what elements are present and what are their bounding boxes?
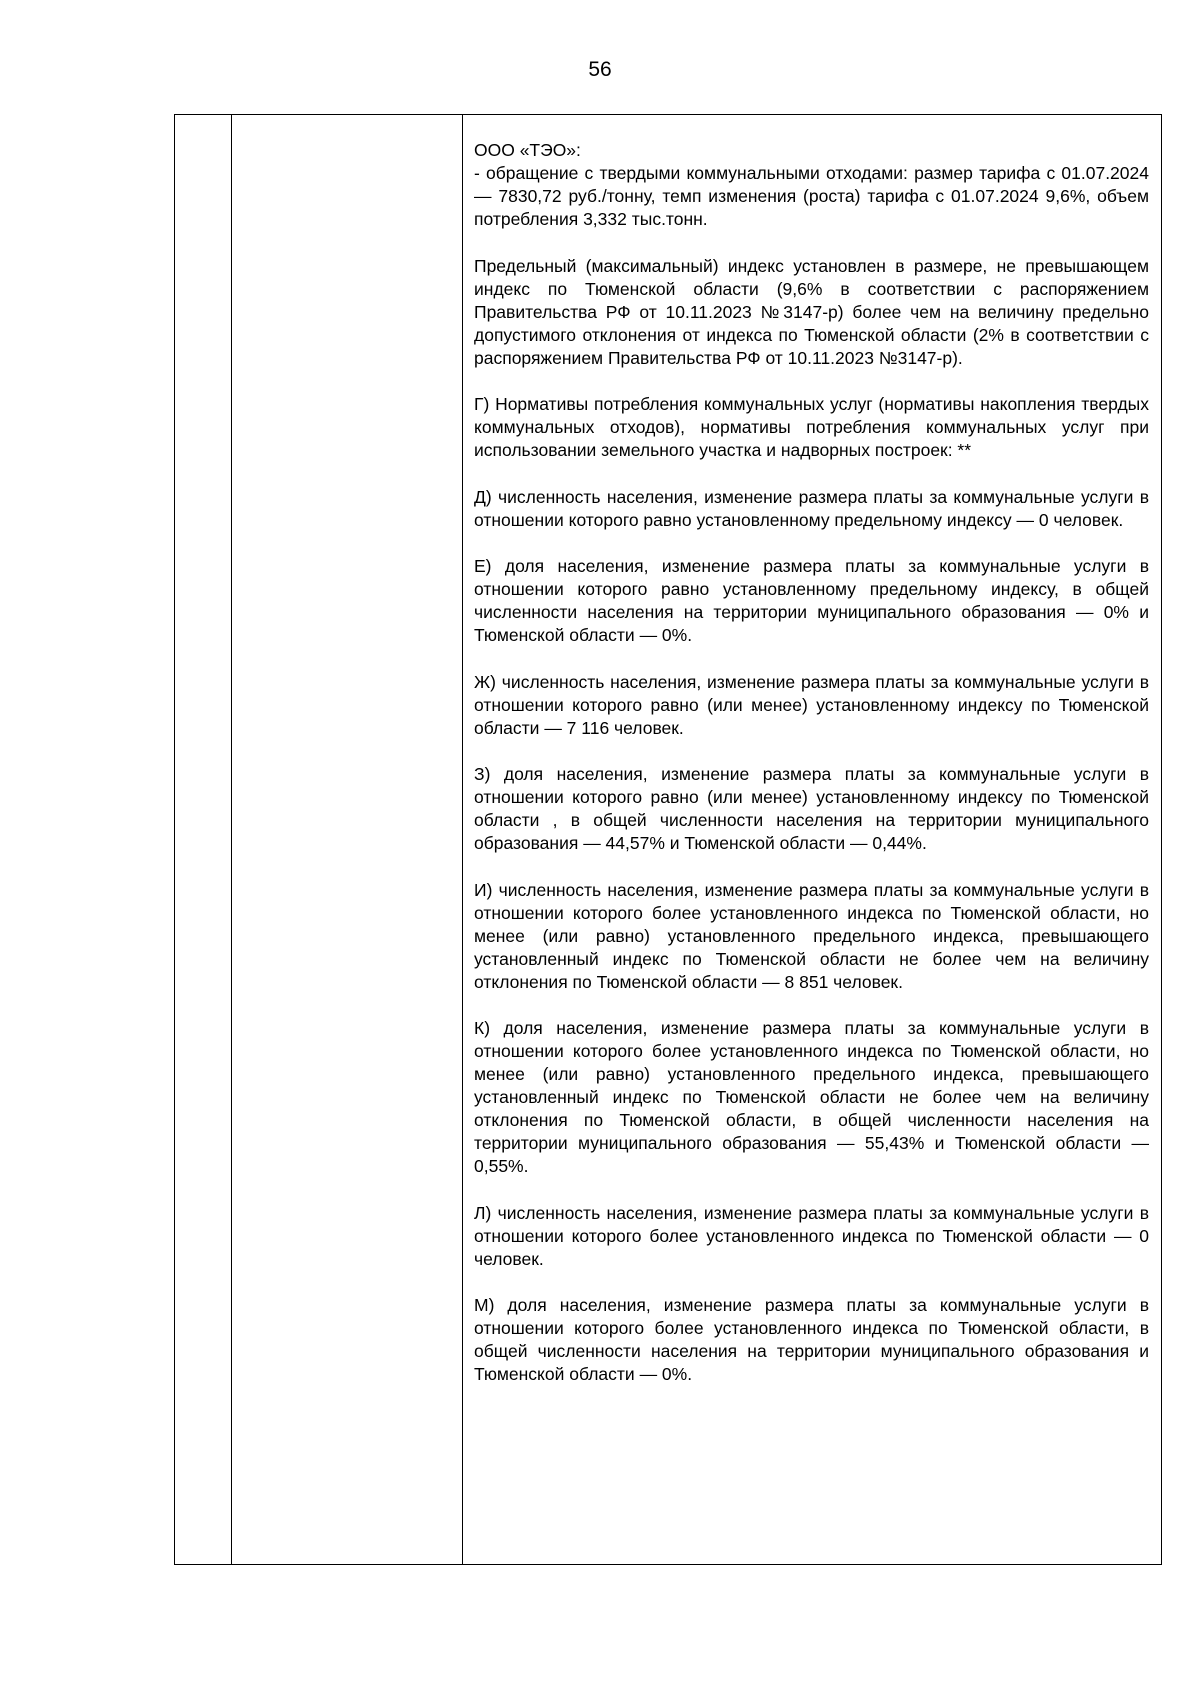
table-cell-number bbox=[175, 115, 232, 1565]
page-number: 56 bbox=[588, 58, 612, 81]
paragraph-i: И) численность населения, изменение размера платы за коммунальные услуги в отношении которого более установленного индекса по Тюменской области, но менее (или равно) установленного предельного индекса, превышающего установленный индекс по Тюменской области не более чем на величину отклонения по Тюменской области — 8 851 человек. bbox=[474, 879, 1149, 992]
org-block bbox=[474, 139, 1149, 231]
paragraph-l: Л) численность населения, изменение размера платы за коммунальные услуги в отношении которого более установленного индекса по Тюменской области — 0 человек. bbox=[474, 1202, 1149, 1269]
cell-content bbox=[463, 115, 1161, 1386]
paragraph-index: Предельный (максимальный) индекс установлен в размере, не превышающем индекс по Тюменской области (9,6% в соответствии с распоряжением Правительства РФ от 10.11.2023 №3147-р) более чем на величину предельно допустимого отклонения от индекса по Тюменской области (2% в соответствии с распоряжением Правительства РФ от 10.11.2023 №3147-р). bbox=[474, 255, 1149, 368]
org-title: ООО «ТЭО»: bbox=[474, 140, 581, 160]
paragraph-g: Г) Нормативы потребления коммунальных услуг (нормативы накопления твердых коммунальных отходов), нормативы потребления коммунальных услуг при использовании земельного участка и надворных построек: ** bbox=[474, 394, 1149, 460]
tariff-text: - обращение с твердыми коммунальными отходами: размер тарифа с 01.07.2024 — 7830,72 руб./тонну, темп изменения (роста) тарифа с 01.07.2024 9,6%, объем потребления 3,332 тыс.тонн. bbox=[474, 163, 1149, 229]
document-table bbox=[174, 114, 1162, 1565]
paragraph-d: Д) численность населения, изменение размера платы за коммунальные услуги в отношении которого равно установленному предельному индексу — 0 человек. bbox=[474, 486, 1149, 530]
paragraph-zh: Ж) численность населения, изменение размера платы за коммунальные услуги в отношении которого равно (или менее) установленному индексу по Тюменской области — 7 116 человек. bbox=[474, 671, 1149, 738]
table-cell-name bbox=[232, 115, 463, 1565]
paragraph-e: Е) доля населения, изменение размера платы за коммунальные услуги в отношении которого равно установленному предельному индексу, в общей численности населения на территории муниципального образования — 0% и Тюменской области — 0%. bbox=[474, 556, 1149, 645]
paragraph-z: З) доля населения, изменение размера платы за коммунальные услуги в отношении которого равно (или менее) установленному индексу по Тюменской области , в общей численности населения на территории муниципального образования — 44,57% и Тюменской области — 0,44%. bbox=[474, 764, 1149, 853]
table-cell-content bbox=[463, 115, 1162, 1565]
paragraph-m: М) доля населения, изменение размера платы за коммунальные услуги в отношении которого более установленного индекса по Тюменской области, в общей численности населения на территории муниципального образования и Тюменской области — 0%. bbox=[474, 1295, 1149, 1384]
paragraph-k: К) доля населения, изменение размера платы за коммунальные услуги в отношении которого более установленного индекса по Тюменской области, но менее (или равно) установленного предельного индекса, превышающего установленный индекс по Тюменской области не более чем на величину отклонения по Тюменской области, в общей численности населения на территории муниципального образования — 55,43% и Тюменской области — 0,55%. bbox=[474, 1018, 1149, 1176]
table-row bbox=[175, 115, 1162, 1565]
